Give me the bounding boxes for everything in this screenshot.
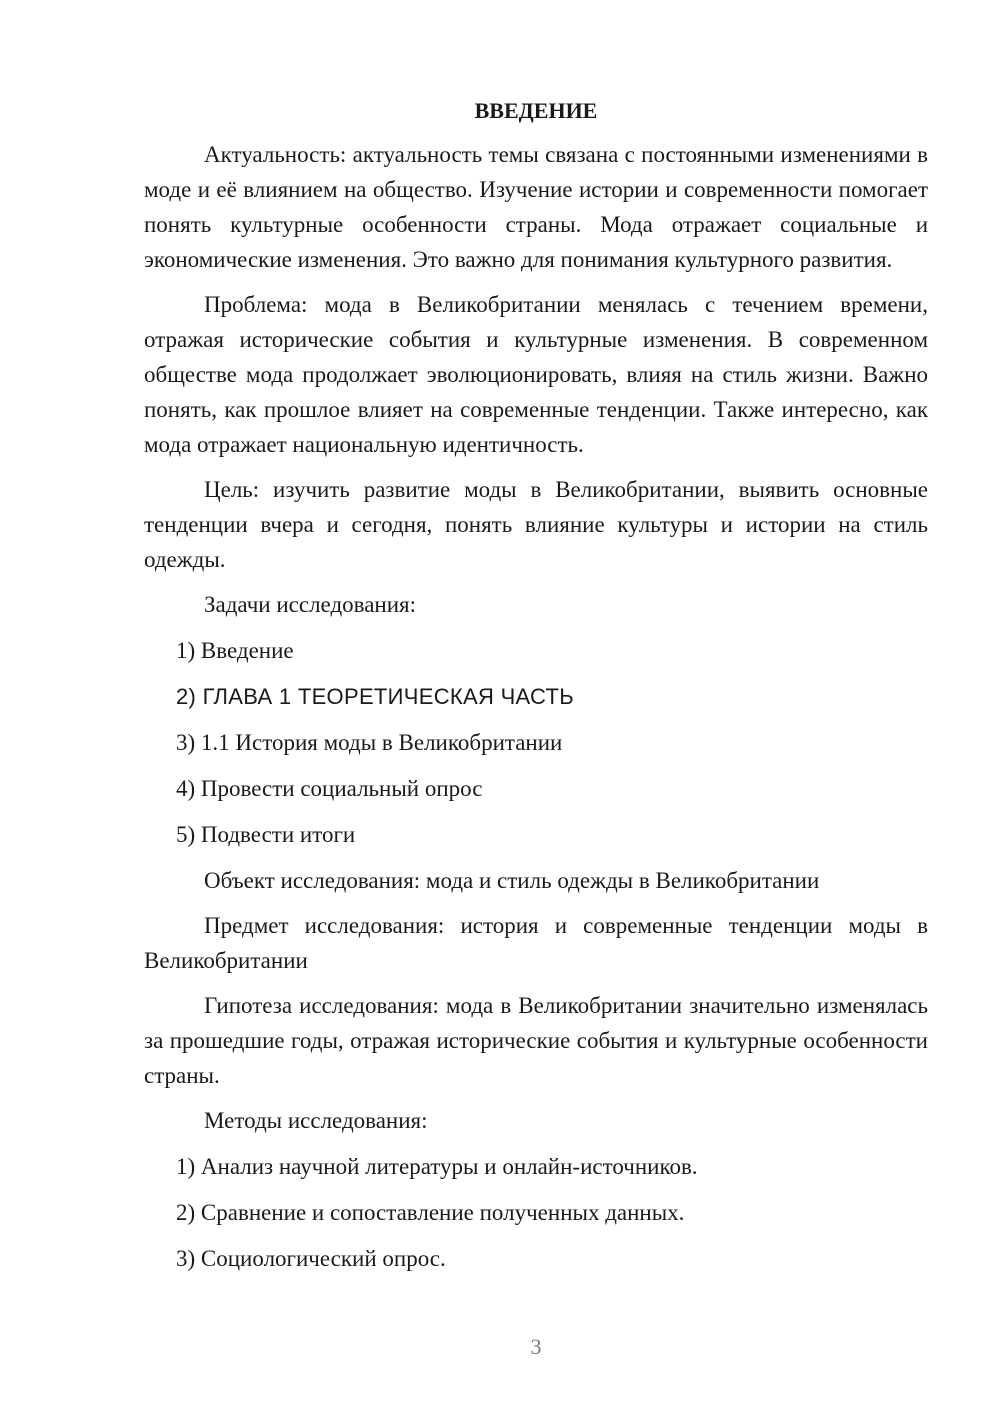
list-item: 1) Анализ научной литературы и онлайн-источников. (176, 1154, 698, 1179)
list-item: 4) Провести социальный опрос (176, 776, 483, 801)
list-item: 3) 1.1 История моды в Великобритании (176, 730, 563, 755)
object-paragraph: Объект исследования: мода и стиль одежды в Великобритании (204, 868, 820, 893)
page-content (144, 95, 928, 1287)
page-number: 3 (530, 1334, 542, 1359)
tasks-heading: Задачи исследования: (204, 592, 417, 617)
list-item: 1) Введение (176, 638, 294, 663)
tasks-list (144, 633, 928, 852)
list-item: 2) ГЛАВА 1 ТЕОРЕТИЧЕСКАЯ ЧАСТЬ (176, 684, 574, 709)
list-item: 5) Подвести итоги (176, 822, 356, 847)
subject-paragraph: Предмет исследования: история и современные тенденции моды в Великобритании (144, 913, 928, 973)
methods-list (144, 1149, 928, 1276)
problem-paragraph: Проблема: мода в Великобритании менялась с течением времени, отражая исторические события и культурные изменения. В современном обществе мода продолжает эволюционировать, влияя на стиль жизни. Важно понять, как прошлое влияет на современные тенденции. Также интересно, как мода отражает национальную идентичность. (144, 292, 928, 457)
page-title: ВВЕДЕНИЕ (474, 98, 598, 123)
list-item: 2) Сравнение и сопоставление полученных данных. (176, 1200, 685, 1225)
methods-heading: Методы исследования: (204, 1108, 428, 1133)
relevance-paragraph: Актуальность: актуальность темы связана с постоянными изменениями в моде и её влиянием на общество. Изучение истории и современности помогает понять культурные особенности страны. Мода отражает социальные и экономические изменения. Это важно для понимания культурного развития. (144, 142, 928, 272)
hypothesis-paragraph: Гипотеза исследования: мода в Великобритании значительно изменялась за прошедшие годы, отражая исторические события и культурные особенности страны. (144, 993, 928, 1088)
list-item: 3) Социологический опрос. (176, 1246, 446, 1271)
goal-paragraph: Цель: изучить развитие моды в Великобритании, выявить основные тенденции вчера и сегодня, понять влияние культуры и истории на стиль одежды. (144, 477, 928, 572)
